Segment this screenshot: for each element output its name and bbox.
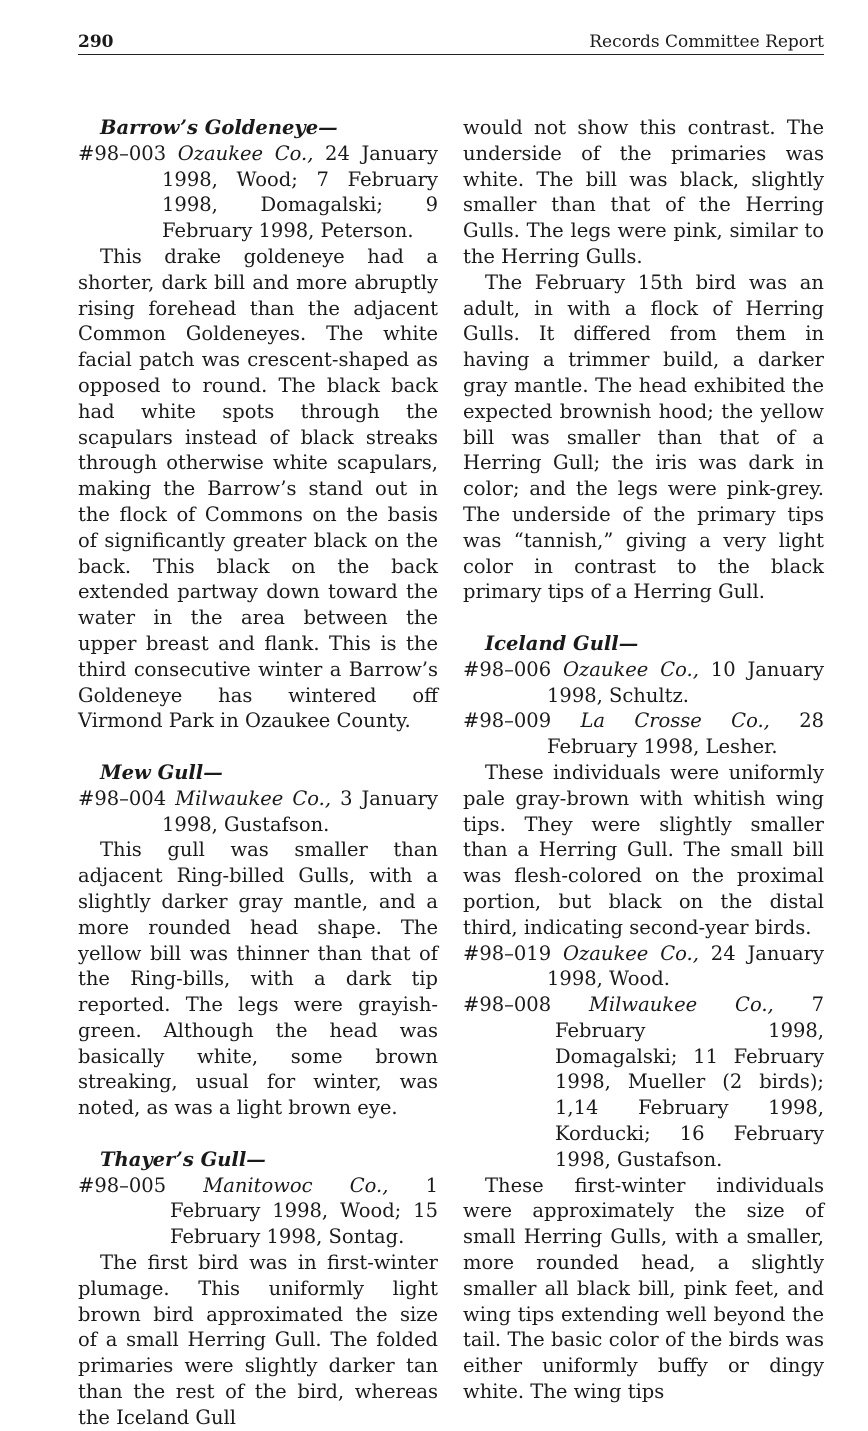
left-column — [78, 115, 438, 1431]
continued-description: would not show this contrast. The underside of the primaries was white. The bill was black, slightly smaller than that of the Herring Gulls. The legs were pink, similar to the Herring Gulls. — [463, 116, 824, 268]
species-description: This drake goldeneye had a shorter, dark bill and more abruptly rising forehead than the adjacent Common Goldeneyes. The white facial patch was crescent-shaped as opposed to round. The black back had white spots through the scapulars instead of black streaks through otherwise white scapulars, making the Barrow’s stand out in the flock of Commons on the basis of significantly greater black on the back. This black on the back extended partway down toward the water in the area between the upper breast and flank. This is the third consecutive winter a Barrow’s Goldeneye has wintered off Virmond Park in Ozaukee County. — [78, 244, 438, 733]
record-entry — [463, 708, 824, 760]
record-number: #98–003 — [78, 141, 167, 165]
species-description: The first bird was in first-winter plumage. This uniformly light brown bird approximated the size of a small Herring Gull. The folded primaries were slightly darker tan than the rest of the bird, whereas the Iceland Gull — [78, 1251, 438, 1429]
record-details: 3 January 1998, Gustafson. — [162, 786, 438, 836]
record-location: Ozaukee Co., — [563, 941, 699, 965]
record-location: La Crosse Co., — [580, 709, 770, 733]
record-details: 1 February 1998, Wood; 15 February 1998, Sontag. — [170, 1173, 438, 1249]
page-number: 290 — [78, 32, 114, 52]
species-description: This gull was smaller than adjacent Ring-billed Gulls, with a slightly darker gray mantle, and a more rounded head shape. The yellow bill was thinner than that of the Ring-bills, with a dark tip reported. The legs were grayish-green. Although the head was basically white, some brown streaking, usual for winter, was noted, as was a light brown eye. — [78, 838, 438, 1120]
record-location: Ozaukee Co., — [563, 657, 699, 681]
record-details: 24 January 1998, Wood; 7 February 1998, Domagalski; 9 February 1998, Peterson. — [162, 141, 438, 243]
record-details: 24 January 1998, Wood. — [547, 941, 824, 991]
record-location: Milwaukee Co., — [175, 786, 332, 810]
species-description: These first-winter individuals were approximately the size of small Herring Gulls, with a smaller, more rounded head, a slightly smaller all black bill, pink feet, and wing tips extending well beyond the tail. The basic color of the birds was either uniformly buffy or dingy white. The wing tips — [463, 1173, 824, 1404]
record-entry — [463, 941, 824, 993]
right-column — [463, 115, 824, 1405]
record-entry — [463, 657, 824, 709]
species-heading: Thayer’s Gull— — [100, 1147, 266, 1171]
species-heading: Iceland Gull— — [485, 631, 639, 655]
record-number: #98–009 — [463, 709, 552, 733]
species-description: These individuals were uniformly pale gray-brown with whitish wing tips. They were slightly smaller than a Herring Gull. The small bill was flesh-colored on the proximal portion, but black on the distal third, indicating second-year birds. — [463, 760, 824, 939]
record-details: 10 January 1998, Schultz. — [547, 657, 824, 707]
species-heading: Barrow’s Goldeneye— — [100, 116, 338, 139]
running-title: Records Committee Report — [589, 32, 824, 52]
record-entry — [78, 786, 438, 838]
record-number: #98–005 — [78, 1173, 167, 1197]
record-entry — [463, 992, 824, 1173]
record-number: #98–008 — [463, 993, 552, 1017]
species-heading: Mew Gull— — [100, 760, 223, 784]
species-description: The February 15th bird was an adult, in with a flock of Herring Gulls. It differed from them in having a trimmer build, a darker gray mantle. The head exhibited the expected brownish hood; the yellow bill was smaller than that of a Herring Gull; the iris was dark in color; and the legs were pink-grey. The underside of the primary tips was “tannish,” giving a very light color in contrast to the black primary tips of a Herring Gull. — [463, 270, 824, 604]
record-entry — [78, 1173, 438, 1250]
record-details: 28 February 1998, Lesher. — [547, 709, 825, 759]
record-location: Milwaukee Co., — [588, 993, 774, 1017]
record-details: 7 February 1998, Domagalski; 11 February 1998, Mueller (2 birds); 1,14 February 1998, Korducki; 16 February 1998, Gustafson. — [555, 993, 824, 1171]
page-header — [78, 28, 824, 55]
record-number: #98–004 — [78, 786, 167, 810]
record-number: #98–006 — [463, 657, 552, 681]
record-entry — [78, 141, 438, 244]
record-location: Ozaukee Co., — [177, 141, 314, 165]
record-location: Manitowoc Co., — [203, 1173, 389, 1197]
record-number: #98–019 — [463, 941, 552, 965]
